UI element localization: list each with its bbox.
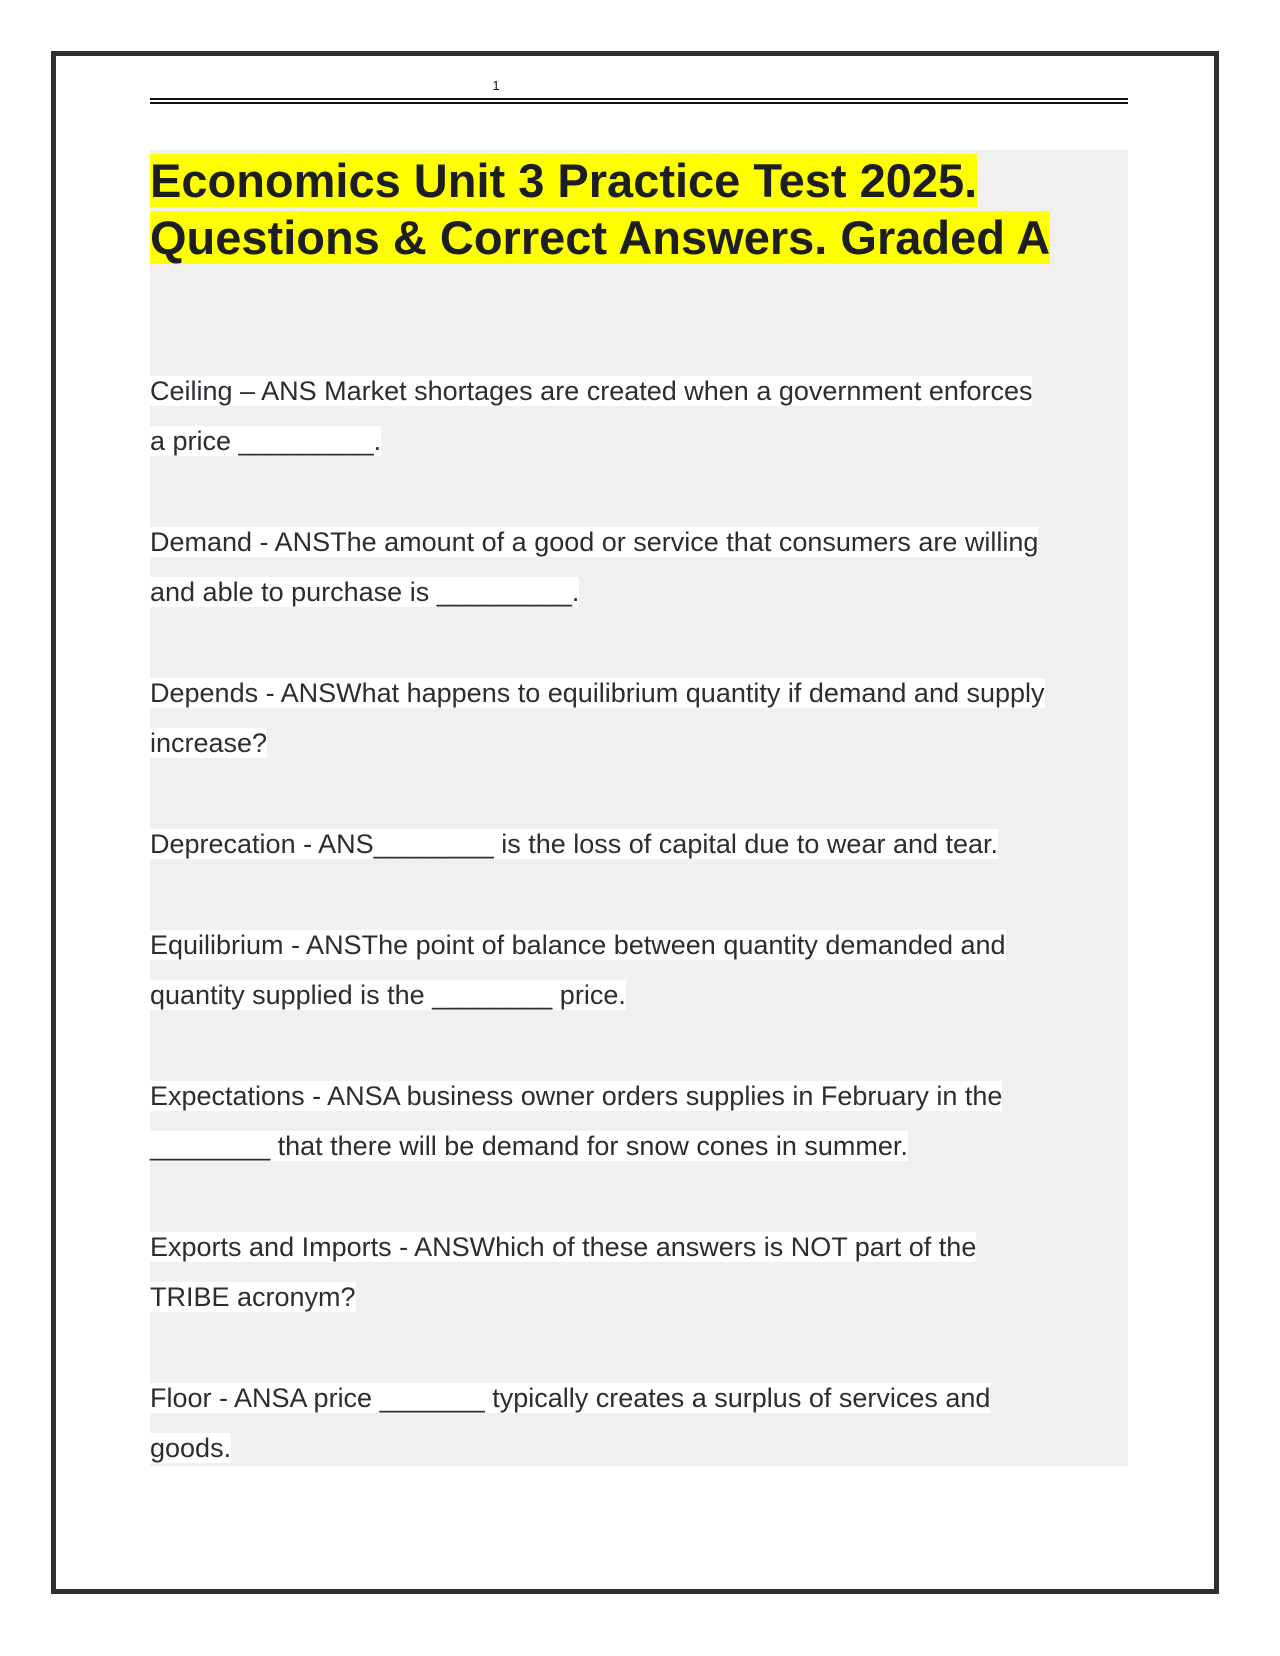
qa-line: and able to purchase is _________.: [150, 577, 580, 607]
qa-line: Floor - ANSA price _______ typically creates a surplus of services and: [150, 1383, 991, 1413]
qa-line: Demand - ANSThe amount of a good or service that consumers are willing: [150, 527, 1039, 557]
qa-line: Deprecation - ANS________ is the loss of capital due to wear and tear.: [150, 829, 999, 859]
qa-line: ________ that there will be demand for snow cones in summer.: [150, 1131, 908, 1161]
qa-item-demand: [150, 517, 1130, 617]
qa-line: Ceiling – ANS Market shortages are created when a government enforces: [150, 376, 1033, 406]
page-number: 1: [492, 78, 500, 93]
qa-item-exports-imports: [150, 1222, 1130, 1322]
qa-line: goods.: [150, 1433, 232, 1463]
qa-item-depends: [150, 668, 1130, 768]
qa-line: TRIBE acronym?: [150, 1282, 356, 1312]
qa-line: increase?: [150, 728, 268, 758]
header-rule: [150, 98, 1128, 104]
qa-item-equilibrium: [150, 920, 1130, 1020]
qa-line: a price _________.: [150, 426, 382, 456]
qa-item-expectations: [150, 1071, 1130, 1171]
qa-line: quantity supplied is the ________ price.: [150, 980, 626, 1010]
qa-item-floor: [150, 1373, 1130, 1473]
qa-list: [150, 366, 1130, 1524]
qa-line: Depends - ANSWhat happens to equilibrium quantity if demand and supply: [150, 678, 1045, 708]
qa-line: Exports and Imports - ANSWhich of these answers is NOT part of the: [150, 1232, 977, 1262]
qa-line: Equilibrium - ANSThe point of balance between quantity demanded and: [150, 930, 1006, 960]
qa-line: Expectations - ANSA business owner orders supplies in February in the: [150, 1081, 1003, 1111]
qa-item-deprecation: [150, 819, 1130, 869]
title-line-1: Economics Unit 3 Practice Test 2025.: [150, 154, 978, 207]
document-title: [150, 152, 1128, 266]
qa-item-ceiling: [150, 366, 1130, 466]
title-line-2: Questions & Correct Answers. Graded A: [150, 211, 1051, 264]
